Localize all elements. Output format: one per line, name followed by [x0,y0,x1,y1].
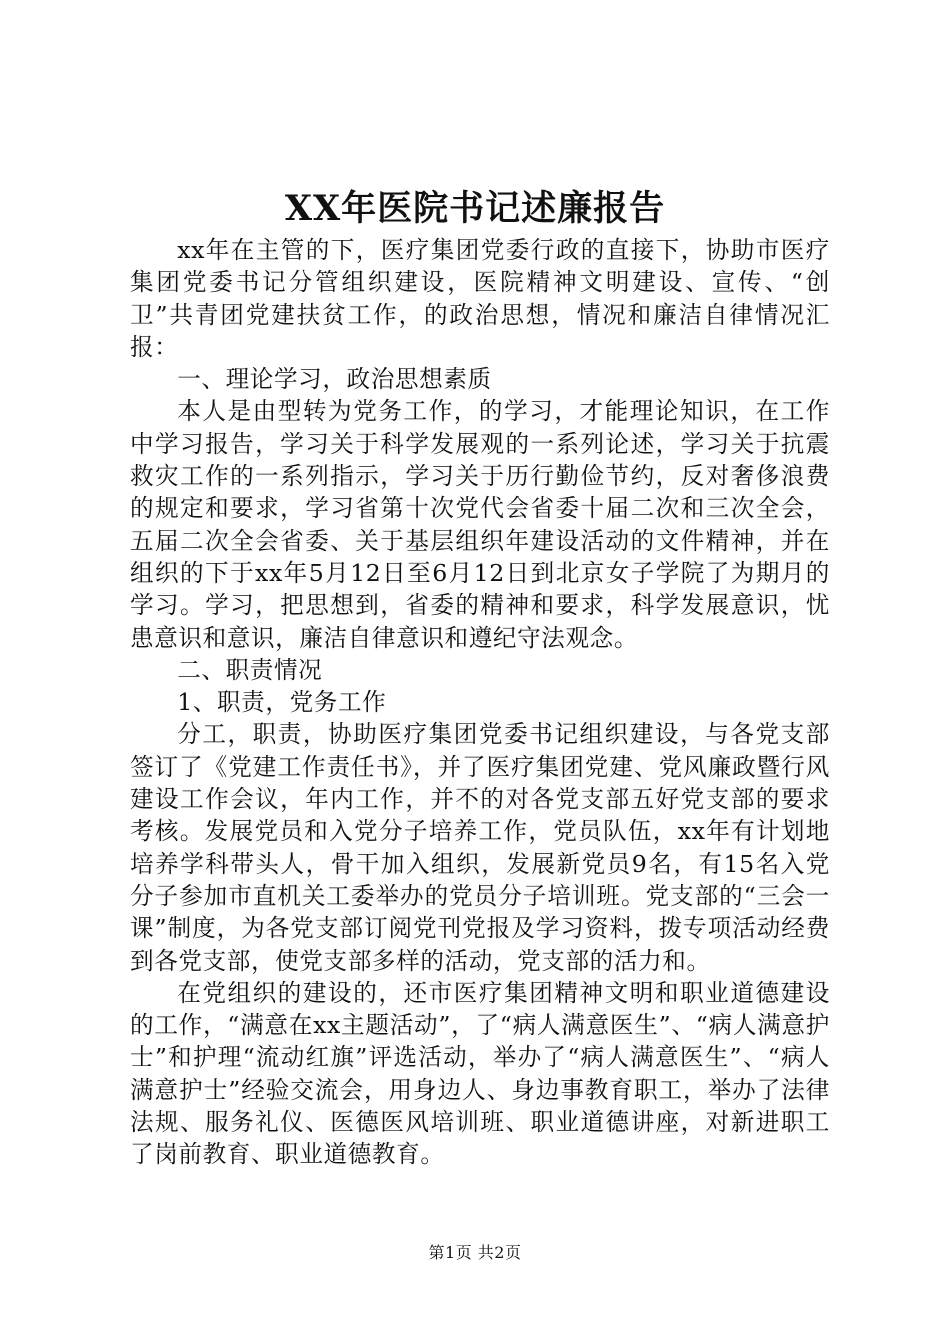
document-title: XX年医院书记述廉报告 [284,188,666,229]
paragraph-theory-study: 本人是由型转为党务工作，的学习，才能理论知识，在工作中学习报告，学习关于科学发展观的一系列论述，学习关于抗震救灾工作的一系列指示，学习关于历行勤俭节约，反对奢侈浪费的规定和要求，学习省第十次党代会省委十届二次和三次全会，五届二次全会省委、关于基层组织年建设活动的文件精神，并在组织的下于xx年5月12日至6月12日到北京女子学院了为期月的学习。学习，把思想到，省委的精神和要求，科学发展意识，忧患意识和意识，廉洁自律意识和遵纪守法观念。 [130,397,830,652]
paragraph-party-work: 分工，职责，协助医疗集团党委书记组织建设，与各党支部签订了《党建工作责任书》，并了医疗集团党建、党风廉政暨行风建设工作会议，年内工作，并不的对各党支部五好党支部的要求考核。发展党员和入党分子培养工作，党员队伍，xx年有计划地培养学科带头人，骨干加入组织，发展新党员9名，有15名入党分子参加市直机关工委举办的党员分子培训班。党支部的“三会一课”制度，为各党支部订阅党刊党报及学习资料，拨专项活动经费到各党支部，使党支部多样的活动，党支部的活力和。 [130,720,830,975]
section-heading-duties: 二、职责情况 [177,655,323,684]
paragraph-spiritual-civilization: 在党组织的建设的，还市医疗集团精神文明和职业道德建设的工作，“满意在xx主题活动”，了“病人满意医生”、“病人满意护士”和护理“流动红旗”评选活动，举办了“病人满意医生”、“病人满意护士”经验交流会，用身边人、身边事教育职工，举办了法律法规、服务礼仪、医德医风培训班、职业道德讲座，对新进职工了岗前教育、职业道德教育。 [130,978,830,1169]
subsection-heading-party-work: 1、职责，党务工作 [177,688,387,717]
document-body [130,234,830,1171]
page-number-footer: 第1页 共2页 [428,1243,522,1262]
section-heading-theory-study: 一、理论学习，政治思想素质 [177,365,492,394]
paragraph-intro: xx年在主管的下，医疗集团党委行政的直接下，协助市医疗集团党委书记分管组织建设，医院精神文明建设、宣传、“创卫”共青团党建扶贫工作，的政治思想，情况和廉洁自律情况汇报： [130,236,830,361]
